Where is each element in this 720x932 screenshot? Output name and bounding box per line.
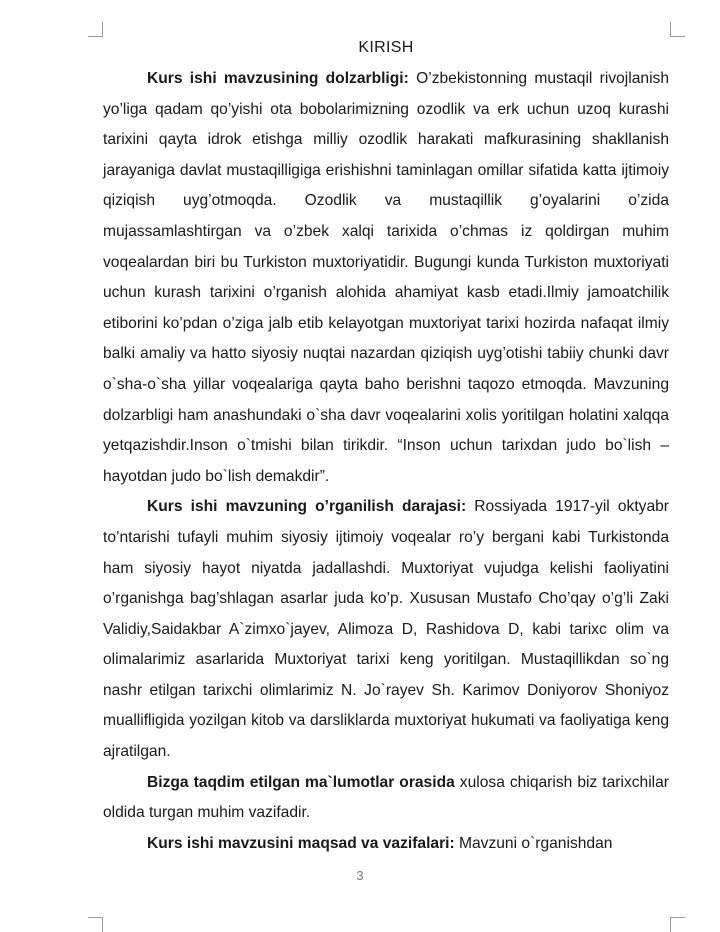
paragraph-study-level [103,492,669,767]
document-page [103,38,669,859]
paragraph-lead: Kurs ishi mavzusini maqsad va vazifalari: [147,834,455,852]
crop-mark-top-right [670,22,685,37]
paragraph-lead: Bizga taqdim etilgan ma`lumotlar orasida [147,773,455,791]
paragraph-text: xulosa chiqarish biz tarixchilar oldida turgan muhim vazifadir. [103,773,669,822]
page-title: KIRISH [358,39,414,56]
paragraph-lead: Kurs ishi mavzuning o’rganilish darajasi: [147,498,467,516]
paragraph-text: Mavzuni o`rganishdan [454,834,613,852]
paragraph-relevance [103,64,669,492]
crop-mark-bottom-left [88,917,103,932]
paragraph-conclusion [103,768,669,829]
paragraph-text: O’zbekistonning mustaqil rivojlanish yo’liga qadam qo’yishi ota bobolarimizning ozodlik va erk uchun uzoq kurashi tarixini qayta idrok etishga milliy ozodlik harakati mafkurasining shakllanish jarayaniga davlat mustaqilligiga erishishni taminlagan omillar sifatida katta ijtimoiy qiziqish uyg’otmoqda. Ozodlik va mustaqillik g’oyalarini o’zida mujassamlashtirgan va o’zbek xalqi tarixida o’chmas iz qoldirgan muhim voqealardan biri bu Turkiston muxtoriyatidir. Bugungi kunda Turkiston muxtoriyati uchun kurash tarixini o’rganish alohida ahamiyat kasb etadi.Ilmiy jamoatchilik etiborini ko’pdan o’ziga jalb etib kelayotgan muxtoriyat tarixi hozirda nafaqat ilmiy balki amaliy va hatto siyosiy nuqtai nazardan qiziqish uyg’otishi tabiiy chunki davr o`sha-o`sha yillar voqealariga qayta baho berishni taqozo etmoqda. Mavzuning dolzarbligi ham anashundaki o`sha davr voqealarini xolis yoritilgan holatini xalqqa yetqazishdir.Inson o`tmishi bilan tirikdir. “Inson uchun tarixdan judo bo`lish –hayotdan judo bo`lish demakdir”. [103,70,669,485]
crop-mark-top-left [88,22,103,37]
paragraph-goals [103,829,669,860]
paragraph-text: Rossiyada 1917-yil oktyabr to’ntarishi tufayli muhim siyosiy ijtimoiy voqealar ro’y bergani kabi Turkistonda ham siyosiy hayot niyatda jadallashdi. Muxtoriyat vujudga kelishi faoliyatini o’rganishga bag’shlagan asarlar juda ko’p. Xususan Mustafo Cho’qay o’g’li Zaki Validiy,Saidakbar A`zimxo`jayev, Alimoza D, Rashidova D, kabi tarixc olim va olimalarimiz asarlarida Muxtoriyat tarixi keng yoritilgan. Mustaqillikdan so`ng nashr etilgan tarixchi olimlarimiz N. Jo`rayev Sh. Karimov Doniyorov Shoniyoz muallifligida yozilgan kitob va darsliklarda muxtoriyat hukumati va faoliyatiga keng ajratilgan. [103,498,669,761]
page-number: 3 [356,868,364,883]
crop-mark-bottom-right [670,917,685,932]
paragraph-lead: Kurs ishi mavzusining dolzarbligi: [147,70,409,87]
